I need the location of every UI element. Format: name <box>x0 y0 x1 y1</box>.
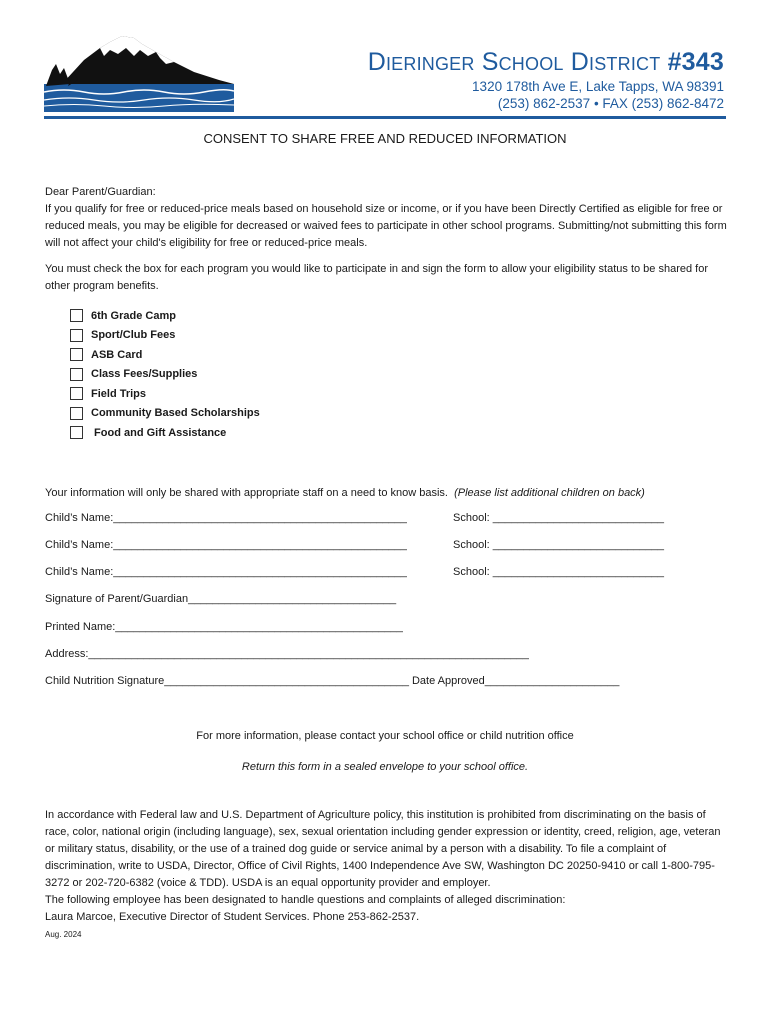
nondiscrimination-statement <box>45 807 727 926</box>
child-nutrition-signature-field[interactable]: Child Nutrition Signature________________________________________ Date Approved______________________ <box>45 675 620 687</box>
program-label: Class Fees/Supplies <box>91 368 198 381</box>
program-label: Sport/Club Fees <box>91 329 176 342</box>
program-item[interactable] <box>70 306 260 326</box>
program-item[interactable] <box>70 423 260 443</box>
program-label: Field Trips <box>91 387 147 400</box>
share-note-italic: (Please list additional children on back) <box>454 487 645 499</box>
child-name-field[interactable]: Child’s Name:________________________________________________ <box>45 539 407 551</box>
greeting: Dear Parent/Guardian: <box>45 186 156 198</box>
employee-contact: Laura Marcoe, Executive Director of Student Services. Phone 253-862-2537. <box>45 911 420 923</box>
nondiscrimination-text: In accordance with Federal law and U.S. Department of Agriculture policy, this institution is prohibited from discriminating on the basis of race, color, national origin (including language), sex, sexual orientation including gender expression or identity, creed, religion, age, veteran or military status, disability, or the use of a trained dog guide or service animal by a person with a disability. To file a complaint of discrimination, write to USDA, Director, Office of Civil Rights, 1400 Independence Ave SW, Washington DC 20250-9410 or call 1-800-795-3272 or 202-720-6382 (voice & TDD). USDA is an equal opportunity provider and employer. <box>45 809 721 889</box>
school-field[interactable]: School: ____________________________ <box>453 566 665 578</box>
address-field[interactable]: Address:________________________________________________________________________ <box>45 648 529 660</box>
program-item[interactable] <box>70 326 260 346</box>
checkbox[interactable] <box>70 407 83 420</box>
program-item[interactable] <box>70 384 260 404</box>
checkbox[interactable] <box>70 387 83 400</box>
checkbox[interactable] <box>70 348 83 361</box>
program-label: 6th Grade Camp <box>91 309 176 322</box>
program-label: Food and Gift Assistance <box>91 426 227 439</box>
form-title: CONSENT TO SHARE FREE AND REDUCED INFORMATION <box>203 131 567 146</box>
intro-paragraph: If you qualify for free or reduced-price meals based on household size or income, or if you have been Directly Certified as eligible for free or reduced meals, you may be eligible for decreased or waived fees to participate in other school programs. Submitting/not submitting this form will not affect your child's eligibility for free or reduced-price meals. <box>45 203 727 249</box>
share-note <box>45 485 727 502</box>
header-divider <box>44 116 726 119</box>
program-item[interactable] <box>70 345 260 365</box>
child-name-field[interactable]: Child’s Name:________________________________________________ <box>45 512 407 524</box>
checkbox[interactable] <box>70 329 83 342</box>
district-phone-fax: (253) 862-2537 • FAX (253) 862-8472 <box>497 96 724 111</box>
school-field[interactable]: School: ____________________________ <box>453 512 665 524</box>
district-number: #343 <box>667 48 724 76</box>
child-name-field[interactable]: Child’s Name:________________________________________________ <box>45 566 407 578</box>
program-item[interactable] <box>70 365 260 385</box>
guardian-signature-field[interactable]: Signature of Parent/Guardian__________________________________ <box>45 593 397 605</box>
district-name <box>368 48 724 77</box>
school-field[interactable]: School: ____________________________ <box>453 539 665 551</box>
share-note-text: Your information will only be shared with appropriate staff on a need to know basis. <box>45 487 455 499</box>
district-name-text: Dieringer School District <box>367 48 661 76</box>
checkbox[interactable] <box>70 426 83 439</box>
district-address: 1320 178th Ave E, Lake Tapps, WA 98391 <box>472 79 724 94</box>
checkbox[interactable] <box>70 368 83 381</box>
program-label: ASB Card <box>91 348 143 361</box>
printed-name-field[interactable]: Printed Name:_______________________________________________ <box>45 621 403 633</box>
program-label: Community Based Scholarships <box>91 407 260 420</box>
instruction-paragraph: You must check the box for each program you would like to participate in and sign the form to allow your eligibility status to be shared for other program benefits. <box>45 263 709 292</box>
district-logo <box>44 34 234 112</box>
contact-note: For more information, please contact your school office or child nutrition office <box>196 730 574 742</box>
program-item[interactable] <box>70 404 260 424</box>
employee-note: The following employee has been designated to handle questions and complaints of alleged discrimination: <box>45 894 566 906</box>
return-note: Return this form in a sealed envelope to your school office. <box>241 761 529 773</box>
program-checklist <box>70 306 260 443</box>
revision-date: Aug. 2024 <box>45 930 82 939</box>
checkbox[interactable] <box>70 309 83 322</box>
